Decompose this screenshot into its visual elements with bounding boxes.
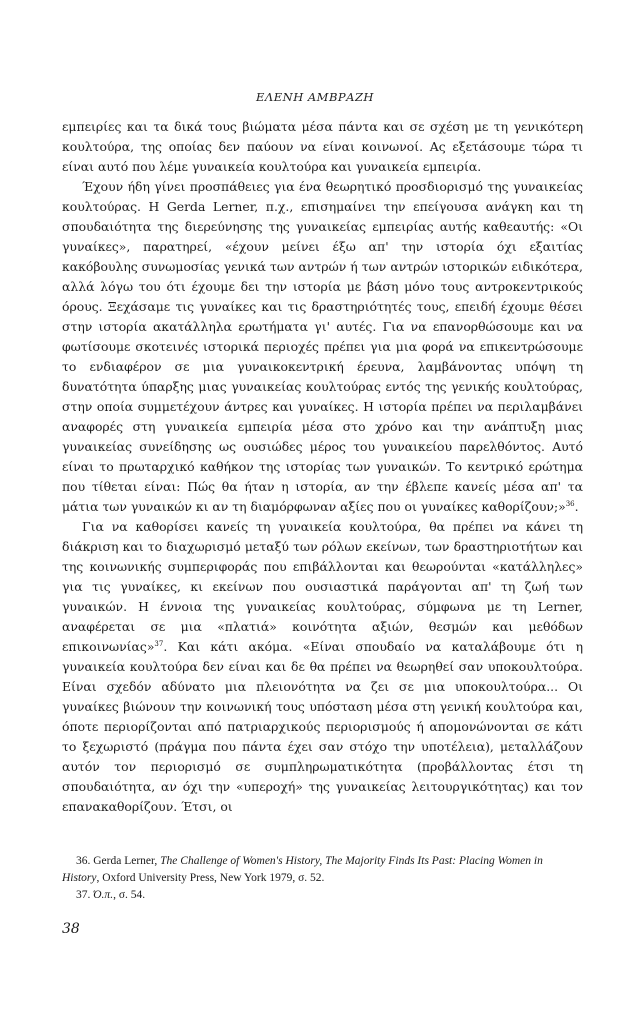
- paragraph-2: Έχουν ήδη γίνει προσπάθειες για ένα θεωρητικό προσδιορισμό της γυναικείας κουλτούρας. Η Gerda Lerner, π.χ., επισημαίνει την επείγουσα ανάγκη και τη σπουδαιότητα της διερεύνησης της γυναικείας εμπειρίας αυτής καθεαυτής: «Οι γυναίκες», παρατηρεί, «έχουν μείνει έξω απ' την ιστορία όχι εξαιτίας κακόβουλης συνωμοσίας γενικά των αντρών ή των αντρών ιστορικών ειδικότερα, αλλά λόγω του ότι έχουμε δει την ιστορία με βάση μόνο τους αντροκεντρικούς όρους. Ξεχάσαμε τις γυναίκες και τις δραστηριότητές τους, επειδή έχουμε θέσει στην ιστορία ακατάλληλα ερωτήματα γι' αυτές. Για να επανορθώσουμε και να φωτίσουμε σκοτεινές ιστορικά περιοχές πρέπει για μια φορά να επικεντρώσουμε το ενδιαφέρον σε μια γυναικοκεντρική έρευνα, λαμβάνοντας υπόψη τη δυνατότητα ύπαρξης μιας γυναικείας κουλτούρας εντός της γενικής κουλτούρας, στην οποία συμμετέχουν άντρες και γυναίκες. Η ιστορία πρέπει να περιλαμβάνει αναφορές στη γυναικεία εμπειρία μέσα στο χρόνο και την ανάπτυξη μιας γυναικείας συνείδησης ως ουσιώδες μέρος του γυναικείου παρελθόντος. Αυτό είναι το πρωταρχικό καθήκον της ιστορίας των γυναικών. Το κεντρικό ερώτημα που τίθεται είναι: Πώς θα ήταν η ιστορία, αν την έβλεπε κανείς μέσα απ' τα μάτια των γυναικών κι αν τη διαμόρφωναν αξίες που οι γυναίκες καθορίζουν;»$^{36}$.: [62, 179, 583, 514]
- footnote-37-number: 37.: [76, 889, 91, 901]
- running-header: ΕΛΕΝΗ ΑΜΒΡΑΖΗ: [256, 90, 374, 104]
- footnote-ref-37: 37: [154, 639, 164, 648]
- body-text: [62, 117, 583, 817]
- footnote-37-ref: Ό.π.: [93, 889, 114, 901]
- footnote-36-author: Gerda Lerner,: [93, 855, 158, 867]
- paragraph-3-continued: . Και κάτι ακόμα. «Είναι σπουδαίο να καταλάβουμε ότι η γυναικεία κουλτούρα δεν είναι και δε θα πρέπει να θεωρηθεί σαν υποκουλτούρα. Είναι σχεδόν αδύνατο μια πλειονότητα να ζει σε μια υποκουλτούρα... Οι γυναίκες βιώνουν την κοινωνική τους υπόσταση μέσα στη γενική κουλτούρα και, όποτε περιορίζονται από πατριαρχικούς περιορισμούς ή απομονώνονται σε κάτι το ξεχωριστό (πράγμα που πάντα έχει σαν στόχο την υποτέλεια), μεταλλάζουν αυτόν τον περιορισμό σε συμπληρωματικότητα (προβάλλοντας έτσι τη σπουδαιότητα, αν όχι την «υπεροχή» της γυναικείας λειτουργικότητας) και τον επανακαθορίζουν. Έτσι, οι: [62, 639, 583, 814]
- footnote-36-number: 36.: [76, 855, 91, 867]
- footnote-36-publisher: , Oxford University Press, New York 1979, σ. 52.: [96, 872, 325, 884]
- footnote-37: [62, 887, 583, 904]
- footnotes: [62, 853, 583, 904]
- footnote-36: [62, 853, 583, 887]
- paragraph-1: εμπειρίες και τα δικά τους βιώματα μέσα πάντα και σε σχέση με τη γενικότερη κουλτούρα, της οποίας δεν παύουν να είναι κοινωνοί. Ας εξετάσουμε τώρα τι είναι αυτό που λέμε γυναικεία κουλτούρα και γυναικεία εμπειρία.: [62, 119, 583, 174]
- page-number: 38: [62, 921, 80, 937]
- footnote-37-page: , σ. 54.: [113, 889, 146, 901]
- footnote-ref-36: 36: [565, 499, 575, 508]
- paragraph-3-text: Για να καθορίσει κανείς τη γυναικεία κουλτούρα, θα πρέπει να κάνει τη διάκριση και το διαχωρισμό μεταξύ των ρόλων εκείνων, των δραστηριοτήτων και της κοινωνικής συμπεριφοράς που επιβάλλονται και θεωρούνται «κατάλληλες» για τις γυναίκες, κι εκείνων που ουσιαστικά παράγονται απ' τη ζωή των γυναικών. Η έννοια της γυναικείας κουλτούρας, σύμφωνα με τη Lerner, αναφέρεται σε μια «πλατιά» κοινότητα αξιών, θεσμών και μεθόδων επικοινωνίας»: [62, 519, 583, 654]
- paragraph-3: [62, 517, 583, 817]
- footnote-36-title: The Challenge of Women's History, The Majority Finds Its Past: Placing Women in History: [62, 855, 543, 884]
- paragraph-2-text: Έχουν ήδη γίνει προσπάθειες για ένα θεωρητικό προσδιορισμό της γυναικείας κουλτούρας. Η Gerda Lerner, π.χ., επισημαίνει την επείγουσα ανάγκη και τη σπουδαιότητα της διερεύνησης της γυναικείας εμπειρίας αυτής καθεαυτής: «Οι γυναίκες», παρατηρεί, «έχουν μείνει έξω απ' την ιστορία όχι εξαιτίας κακόβουλης συνωμοσίας γενικά των αντρών ή των αντρών ιστορικών ειδικότερα, αλλά λόγω του ότι έχουμε δει την ιστορία με βάση μόνο τους αντροκεντρικούς όρους. Ξεχάσαμε τις γυναίκες και τις δραστηριότητές τους, επειδή έχουμε θέσει στην ιστορία ακατάλληλα ερωτήματα γι' αυτές. Για να επανορθώσουμε και να φωτίσουμε σκοτεινές ιστορικά περιοχές πρέπει για μια φορά να επικεντρώσουμε το ενδιαφέρον σε μια γυναικοκεντρική έρευνα, λαμβάνοντας υπόψη τη δυνατότητα ύπαρξης μιας γυναικείας κουλτούρας εντός της γενικής κουλτούρας, στην οποία συμμετέχουν άντρες και γυναίκες. Η ιστορία πρέπει να περιλαμβάνει αναφορές στη γυναικεία εμπειρία μέσα στο χρόνο και την ανάπτυξη μιας γυναικείας συνείδησης ως ουσιώδες μέρος του γυναικείου παρελθόντος. Αυτό είναι το πρωταρχικό καθήκον της ιστορίας των γυναικών. Το κεντρικό ερώτημα που τίθεται είναι: Πώς θα ήταν η ιστορία, αν την έβλεπε κανείς μέσα απ' τα μάτια των γυναικών κι αν τη διαμόρφωναν αξίες που οι γυναίκες καθορίζουν;»: [62, 179, 583, 514]
